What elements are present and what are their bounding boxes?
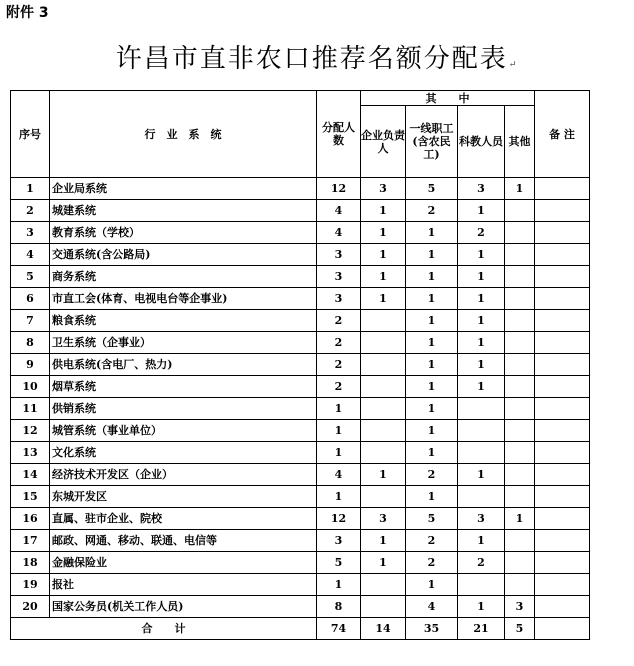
cell-other <box>505 486 535 508</box>
cell-frontline: 1 <box>406 398 458 420</box>
cell-serial: 19 <box>11 574 50 596</box>
cell-other <box>505 266 535 288</box>
cell-frontline: 1 <box>406 420 458 442</box>
cell-other <box>505 552 535 574</box>
cell-sci-edu: 1 <box>458 310 505 332</box>
cell-allocation: 1 <box>317 574 361 596</box>
cell-remarks <box>535 574 590 596</box>
cell-serial: 17 <box>11 530 50 552</box>
cell-sci-edu: 1 <box>458 530 505 552</box>
cell-remarks <box>535 508 590 530</box>
cell-enterprise-head: 3 <box>361 508 406 530</box>
cell-industry: 粮食系统 <box>50 310 317 332</box>
table-row <box>11 574 590 596</box>
cell-frontline: 1 <box>406 266 458 288</box>
cell-serial: 1 <box>11 178 50 200</box>
cell-remarks <box>535 596 590 618</box>
cell-industry: 邮政、网通、移动、联通、电信等 <box>50 530 317 552</box>
cell-remarks <box>535 244 590 266</box>
cell-serial: 9 <box>11 354 50 376</box>
cell-allocation: 1 <box>317 486 361 508</box>
header-frontline: 一线职工(含农民工) <box>406 106 458 178</box>
cell-frontline: 1 <box>406 222 458 244</box>
annex-label: 附件 3 <box>6 5 49 21</box>
cell-allocation: 4 <box>317 464 361 486</box>
table-row <box>11 508 590 530</box>
table-row <box>11 332 590 354</box>
cell-frontline: 1 <box>406 288 458 310</box>
cell-serial: 20 <box>11 596 50 618</box>
cell-serial: 7 <box>11 310 50 332</box>
cell-industry: 直属、驻市企业、院校 <box>50 508 317 530</box>
cell-enterprise-head: 3 <box>361 178 406 200</box>
cell-enterprise-head: 1 <box>361 288 406 310</box>
cell-sci-edu: 1 <box>458 376 505 398</box>
table-row <box>11 464 590 486</box>
cell-sci-edu <box>458 398 505 420</box>
table-row <box>11 420 590 442</box>
header-allocation: 分配人数 <box>317 91 361 178</box>
cell-frontline: 2 <box>406 200 458 222</box>
cell-other: 1 <box>505 178 535 200</box>
cell-remarks <box>535 442 590 464</box>
cell-serial: 10 <box>11 376 50 398</box>
cell-serial: 14 <box>11 464 50 486</box>
cell-industry: 交通系统(含公路局) <box>50 244 317 266</box>
cell-industry: 国家公务员(机关工作人员) <box>50 596 317 618</box>
cell-frontline: 1 <box>406 310 458 332</box>
header-serial: 序号 <box>11 91 50 178</box>
cell-other <box>505 200 535 222</box>
total-remarks <box>535 618 590 640</box>
cell-allocation: 8 <box>317 596 361 618</box>
cell-other <box>505 332 535 354</box>
cell-industry: 商务系统 <box>50 266 317 288</box>
cell-sci-edu: 1 <box>458 354 505 376</box>
header-among: 其 中 <box>361 91 535 106</box>
cell-frontline: 1 <box>406 244 458 266</box>
cell-serial: 18 <box>11 552 50 574</box>
cell-other: 1 <box>505 508 535 530</box>
cell-industry: 东城开发区 <box>50 486 317 508</box>
cell-serial: 5 <box>11 266 50 288</box>
cell-remarks <box>535 266 590 288</box>
cell-remarks <box>535 332 590 354</box>
cell-allocation: 3 <box>317 288 361 310</box>
cell-serial: 16 <box>11 508 50 530</box>
cell-serial: 2 <box>11 200 50 222</box>
table-row <box>11 376 590 398</box>
cell-serial: 15 <box>11 486 50 508</box>
cell-enterprise-head <box>361 310 406 332</box>
cell-enterprise-head <box>361 574 406 596</box>
total-other: 5 <box>505 618 535 640</box>
cell-sci-edu <box>458 574 505 596</box>
cell-remarks <box>535 222 590 244</box>
header-remarks: 备 注 <box>535 91 590 178</box>
cell-enterprise-head <box>361 486 406 508</box>
cell-remarks <box>535 200 590 222</box>
cell-industry: 供销系统 <box>50 398 317 420</box>
cell-sci-edu: 1 <box>458 464 505 486</box>
cell-sci-edu: 1 <box>458 332 505 354</box>
cell-frontline: 1 <box>406 376 458 398</box>
cell-enterprise-head <box>361 398 406 420</box>
cell-sci-edu <box>458 420 505 442</box>
cell-serial: 13 <box>11 442 50 464</box>
cell-other: 3 <box>505 596 535 618</box>
cell-industry: 文化系统 <box>50 442 317 464</box>
cell-allocation: 12 <box>317 508 361 530</box>
cell-enterprise-head: 1 <box>361 200 406 222</box>
cell-remarks <box>535 376 590 398</box>
cell-serial: 11 <box>11 398 50 420</box>
table-row <box>11 200 590 222</box>
cell-allocation: 4 <box>317 222 361 244</box>
cell-remarks <box>535 398 590 420</box>
cell-enterprise-head: 1 <box>361 222 406 244</box>
cell-enterprise-head: 1 <box>361 266 406 288</box>
cell-industry: 报社 <box>50 574 317 596</box>
cell-frontline: 2 <box>406 530 458 552</box>
cell-enterprise-head <box>361 420 406 442</box>
cell-other <box>505 354 535 376</box>
cell-frontline: 1 <box>406 574 458 596</box>
cell-other <box>505 442 535 464</box>
cell-allocation: 2 <box>317 376 361 398</box>
cell-allocation: 3 <box>317 266 361 288</box>
table-row <box>11 486 590 508</box>
cell-frontline: 1 <box>406 442 458 464</box>
cell-industry: 经济技术开发区（企业） <box>50 464 317 486</box>
cell-sci-edu <box>458 442 505 464</box>
table-row <box>11 244 590 266</box>
cell-sci-edu: 1 <box>458 200 505 222</box>
total-label: 合 计 <box>11 618 317 640</box>
cell-frontline: 1 <box>406 332 458 354</box>
cell-sci-edu: 2 <box>458 222 505 244</box>
cell-serial: 4 <box>11 244 50 266</box>
cell-frontline: 1 <box>406 354 458 376</box>
cell-allocation: 2 <box>317 354 361 376</box>
header-sci-edu: 科教人员 <box>458 106 505 178</box>
cell-frontline: 4 <box>406 596 458 618</box>
cell-allocation: 12 <box>317 178 361 200</box>
table-row <box>11 398 590 420</box>
cell-allocation: 2 <box>317 332 361 354</box>
total-sci-edu: 21 <box>458 618 505 640</box>
table-row <box>11 310 590 332</box>
total-row <box>11 618 590 640</box>
cell-enterprise-head: 1 <box>361 464 406 486</box>
cell-remarks <box>535 530 590 552</box>
cell-sci-edu: 1 <box>458 244 505 266</box>
cell-industry: 市直工会(体育、电视电台等企事业) <box>50 288 317 310</box>
cell-serial: 6 <box>11 288 50 310</box>
cell-other <box>505 222 535 244</box>
header-industry: 行 业 系 统 <box>50 91 317 178</box>
cell-allocation: 1 <box>317 420 361 442</box>
cell-industry: 教育系统（学校） <box>50 222 317 244</box>
cell-remarks <box>535 464 590 486</box>
cell-industry: 城建系统 <box>50 200 317 222</box>
cell-other <box>505 398 535 420</box>
allocation-table <box>10 90 590 640</box>
cell-allocation: 4 <box>317 200 361 222</box>
cell-industry: 企业局系统 <box>50 178 317 200</box>
cell-allocation: 1 <box>317 398 361 420</box>
cell-remarks <box>535 420 590 442</box>
cell-allocation: 1 <box>317 442 361 464</box>
cell-sci-edu: 1 <box>458 596 505 618</box>
cell-enterprise-head: 1 <box>361 530 406 552</box>
table-row <box>11 266 590 288</box>
page-title: 许昌市直非农口推荐名额分配表↵ <box>115 44 519 74</box>
cell-allocation: 3 <box>317 244 361 266</box>
cell-other <box>505 420 535 442</box>
cell-industry: 供电系统(含电厂、热力) <box>50 354 317 376</box>
total-allocation: 74 <box>317 618 361 640</box>
cell-serial: 3 <box>11 222 50 244</box>
cell-industry: 卫生系统（企事业） <box>50 332 317 354</box>
cell-sci-edu: 1 <box>458 266 505 288</box>
table-row <box>11 222 590 244</box>
cell-sci-edu: 1 <box>458 288 505 310</box>
cell-remarks <box>535 288 590 310</box>
cell-enterprise-head <box>361 596 406 618</box>
total-enterprise-head: 14 <box>361 618 406 640</box>
cell-allocation: 3 <box>317 530 361 552</box>
cell-sci-edu: 3 <box>458 508 505 530</box>
cell-other <box>505 288 535 310</box>
table-row <box>11 596 590 618</box>
cell-remarks <box>535 354 590 376</box>
table-row <box>11 530 590 552</box>
header-enterprise-head: 企业负责人 <box>361 106 406 178</box>
cell-allocation: 2 <box>317 310 361 332</box>
cell-remarks <box>535 310 590 332</box>
cell-enterprise-head: 1 <box>361 552 406 574</box>
cell-serial: 12 <box>11 420 50 442</box>
table-row <box>11 178 590 200</box>
table-row <box>11 552 590 574</box>
table-row <box>11 354 590 376</box>
cell-industry: 金融保险业 <box>50 552 317 574</box>
cell-enterprise-head <box>361 332 406 354</box>
cell-sci-edu: 3 <box>458 178 505 200</box>
cell-serial: 8 <box>11 332 50 354</box>
cell-other <box>505 376 535 398</box>
cell-sci-edu <box>458 486 505 508</box>
total-frontline: 35 <box>406 618 458 640</box>
cell-remarks <box>535 178 590 200</box>
cell-other <box>505 530 535 552</box>
cell-enterprise-head <box>361 376 406 398</box>
cell-other <box>505 464 535 486</box>
cell-allocation: 5 <box>317 552 361 574</box>
cell-frontline: 5 <box>406 508 458 530</box>
cell-frontline: 2 <box>406 552 458 574</box>
cell-frontline: 2 <box>406 464 458 486</box>
cell-enterprise-head: 1 <box>361 244 406 266</box>
cell-industry: 烟草系统 <box>50 376 317 398</box>
cell-other <box>505 244 535 266</box>
cell-enterprise-head <box>361 354 406 376</box>
cell-sci-edu: 2 <box>458 552 505 574</box>
cell-remarks <box>535 486 590 508</box>
table-row <box>11 288 590 310</box>
cell-other <box>505 310 535 332</box>
header-other: 其他 <box>505 106 535 178</box>
cell-enterprise-head <box>361 442 406 464</box>
cell-remarks <box>535 552 590 574</box>
cell-frontline: 1 <box>406 486 458 508</box>
cell-frontline: 5 <box>406 178 458 200</box>
cell-industry: 城管系统（事业单位） <box>50 420 317 442</box>
cell-other <box>505 574 535 596</box>
table-row <box>11 442 590 464</box>
